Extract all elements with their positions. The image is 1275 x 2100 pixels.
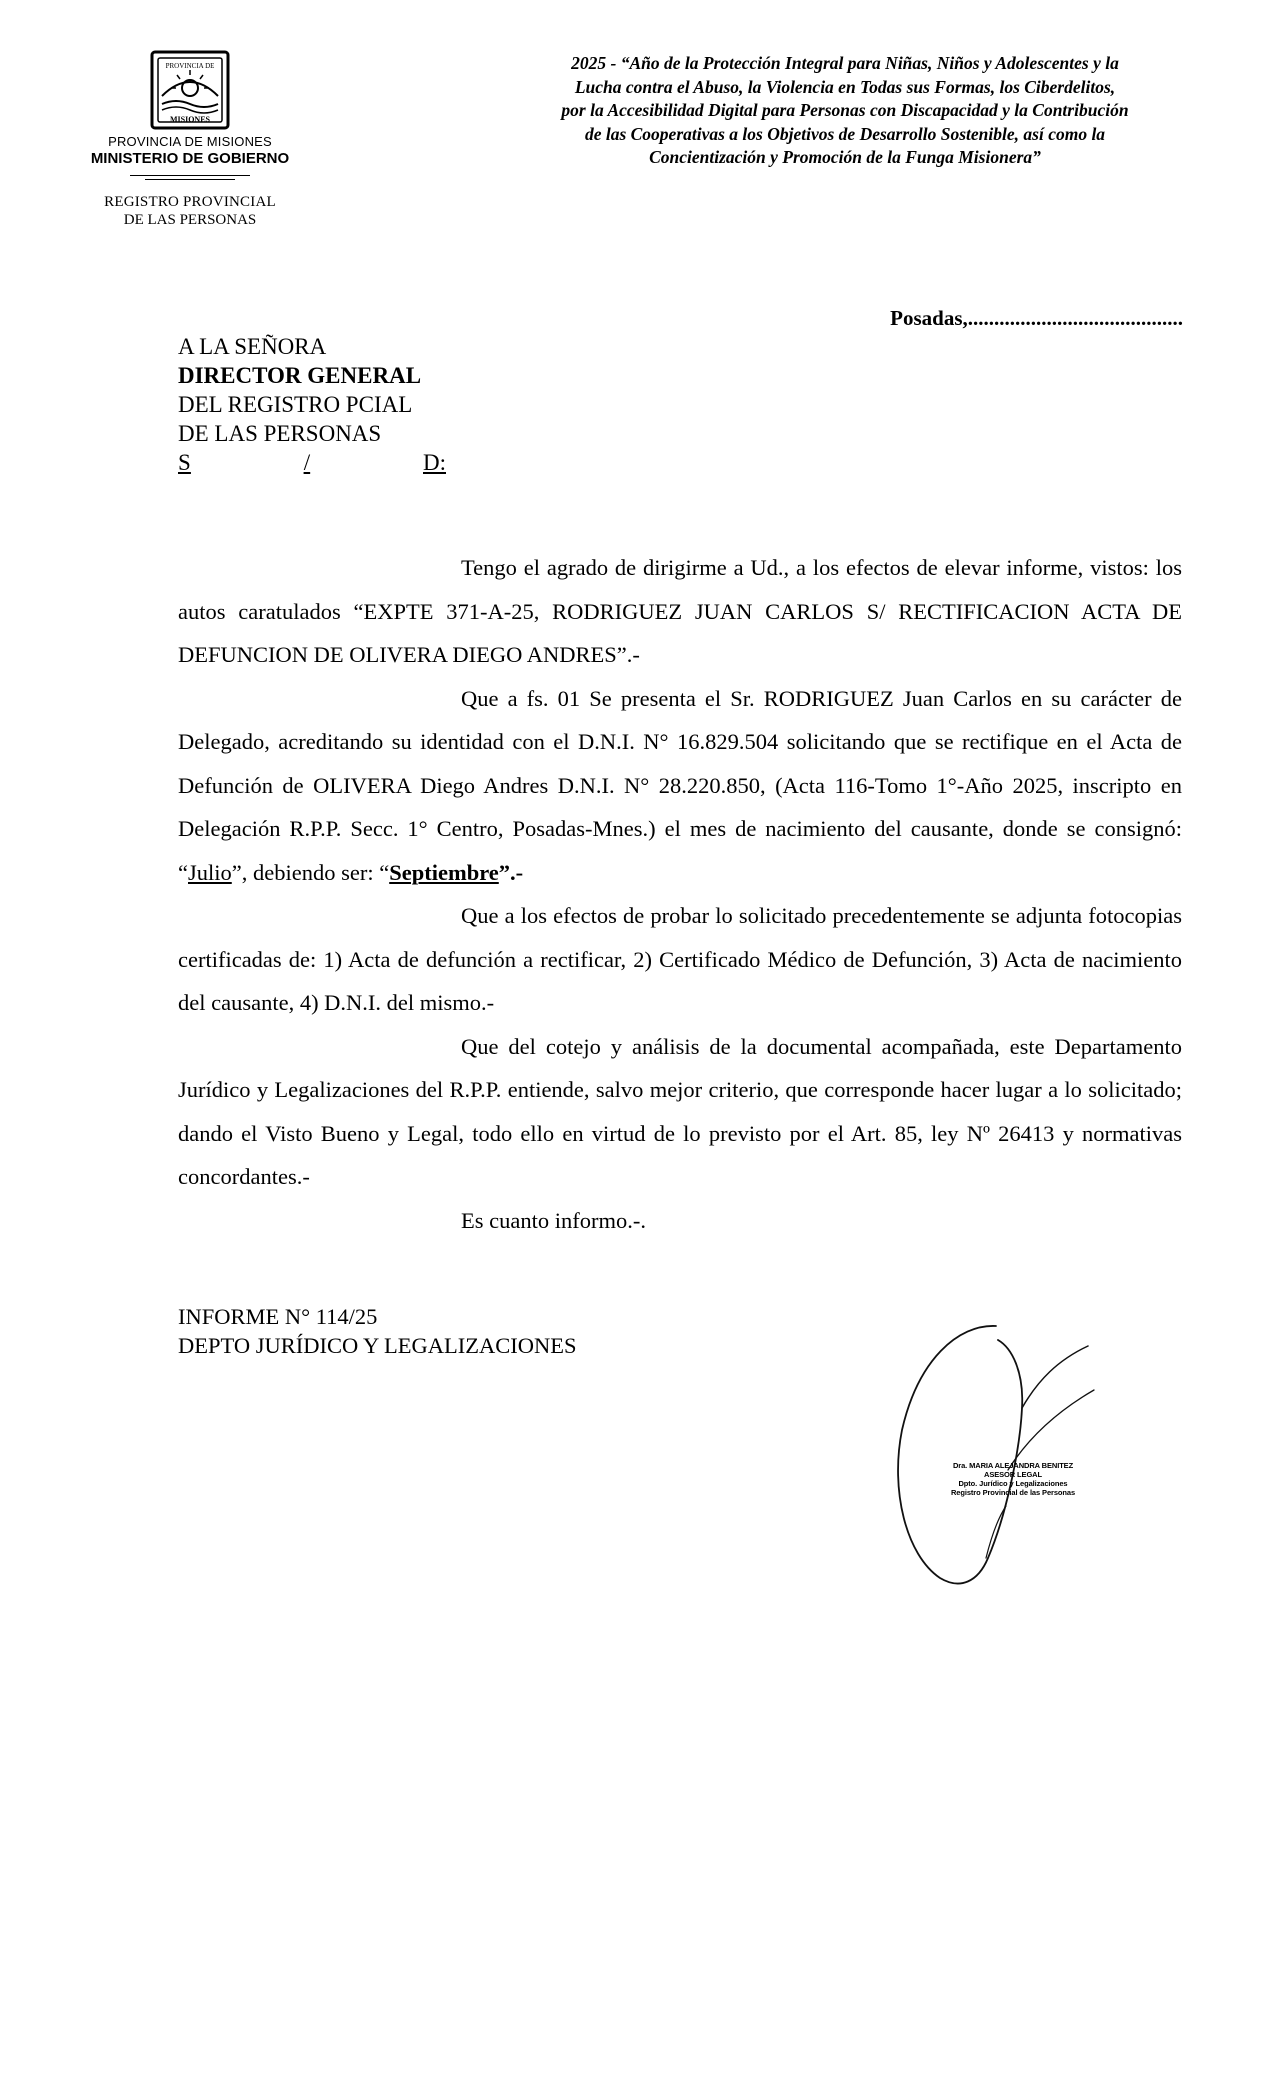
ministry-label: MINISTERIO DE GOBIERNO xyxy=(90,150,290,167)
request-text-end: ”.- xyxy=(498,859,524,885)
stamp-registry: Registro Provincial de las Personas xyxy=(950,1488,1076,1497)
date-line: Posadas,......................................... xyxy=(890,306,1183,330)
addressee-line1: A LA SEÑORA xyxy=(178,334,327,359)
paragraph-request xyxy=(178,677,1182,895)
seal-text-top: PROVINCIA DE xyxy=(165,62,215,70)
signature-block xyxy=(888,1320,1100,1590)
addressee-block xyxy=(178,332,446,477)
motto-line: 2025 - “Año de la Protección Integral para Niñas, Niños y Adolescentes y la xyxy=(571,53,1119,73)
month-correct: Septiembre xyxy=(389,859,499,885)
sd-d: D: xyxy=(423,450,446,475)
header-divider xyxy=(130,175,250,176)
motto-line: Lucha contra el Abuso, la Violencia en Todas sus Formas, los Ciberdelitos, xyxy=(574,76,1116,97)
stamp-name: Dra. MARIA ALEJANDRA BENITEZ xyxy=(952,1461,1074,1470)
motto-line: Concientización y Promoción de la Funga Misionera” xyxy=(649,147,1041,167)
signature-stamp xyxy=(938,1461,1088,1497)
request-text-mid: ”, debiendo ser: “ xyxy=(231,859,390,885)
registry-label-line1: REGISTRO PROVINCIAL xyxy=(104,194,276,210)
province-label: PROVINCIA DE MISIONES xyxy=(108,134,272,149)
motto-line: de las Cooperativas a los Objetivos de Desarrollo Sostenible, así como la xyxy=(584,123,1106,144)
motto-line: por la Accesibilidad Digital para Personas con Discapacidad y la Contribución xyxy=(561,100,1129,120)
request-text: Que a fs. 01 Se presenta el Sr. RODRIGUEZ Juan Carlos en su carácter de Delegado, acreditando su identidad con el D.N.I. N° 16.829.504 solicitando que se rectifique en el Acta de Defunción de OLIVERA Diego Andres D.N.I. N° 28.220.850, (Acta 116-Tomo 1°-Año 2025, inscripto en Delegación R.P.P. Secc. 1° Centro, Posadas-Mnes.) el mes de nacimiento del causante, donde se consignó: “ xyxy=(178,685,1182,885)
year-motto xyxy=(485,52,1205,170)
addressee-title: DIRECTOR GENERAL xyxy=(178,363,422,388)
paragraph-closing: Es cuanto informo.-. xyxy=(461,1207,646,1233)
month-wrong: Julio xyxy=(188,859,232,885)
paragraph-attachments: Que a los efectos de probar lo solicitado precedentemente se adjunta fotocopias certificadas de: 1) Acta de defunción a rectificar, 2) Certificado Médico de Defunción, 3) Acta de nacimiento del causante, 4) D.N.I. del mismo.- xyxy=(178,903,1182,1015)
paragraph-intro: Tengo el agrado de dirigirme a Ud., a los efectos de elevar informe, vistos: los autos caratulados “EXPTE 371-A-25, RODRIGUEZ JUAN CARLOS S/ RECTIFICACION ACTA DE DEFUNCION DE OLIVERA DIEGO ANDRES”.- xyxy=(178,555,1182,667)
stamp-department: Dpto. Jurídico y Legalizaciones xyxy=(958,1479,1068,1488)
report-footer xyxy=(178,1302,577,1360)
header-divider-short xyxy=(145,179,235,180)
seal-text-bottom: MISIONES xyxy=(169,115,211,124)
handwritten-signature-icon xyxy=(888,1320,1100,1590)
report-number: INFORME N° 114/25 xyxy=(178,1304,378,1329)
addressee-line4: DE LAS PERSONAS xyxy=(178,421,382,446)
report-department: DEPTO JURÍDICO Y LEGALIZACIONES xyxy=(178,1333,577,1358)
paragraph-opinion: Que del cotejo y análisis de la documental acompañada, este Departamento Jurídico y Legalizaciones del R.P.P. entiende, salvo mejor criterio, que corresponde hacer lugar a lo solicitado; dando el Visto Bueno y Legal, todo ello en virtud de lo previsto por el Art. 85, ley Nº 26413 y normativas concordantes.- xyxy=(178,1033,1182,1189)
registry-label-line2: DE LAS PERSONAS xyxy=(123,212,257,228)
sd-slash: / xyxy=(303,450,311,475)
sd-s: S xyxy=(178,450,191,475)
document-body xyxy=(178,546,1182,1242)
stamp-title: ASESOR LEGAL xyxy=(984,1470,1042,1479)
su-despacho-line xyxy=(178,448,446,477)
ministry-logo-block xyxy=(60,48,320,229)
addressee-line3: DEL REGISTRO PCIAL xyxy=(178,392,413,417)
provincial-seal-icon xyxy=(148,48,232,132)
